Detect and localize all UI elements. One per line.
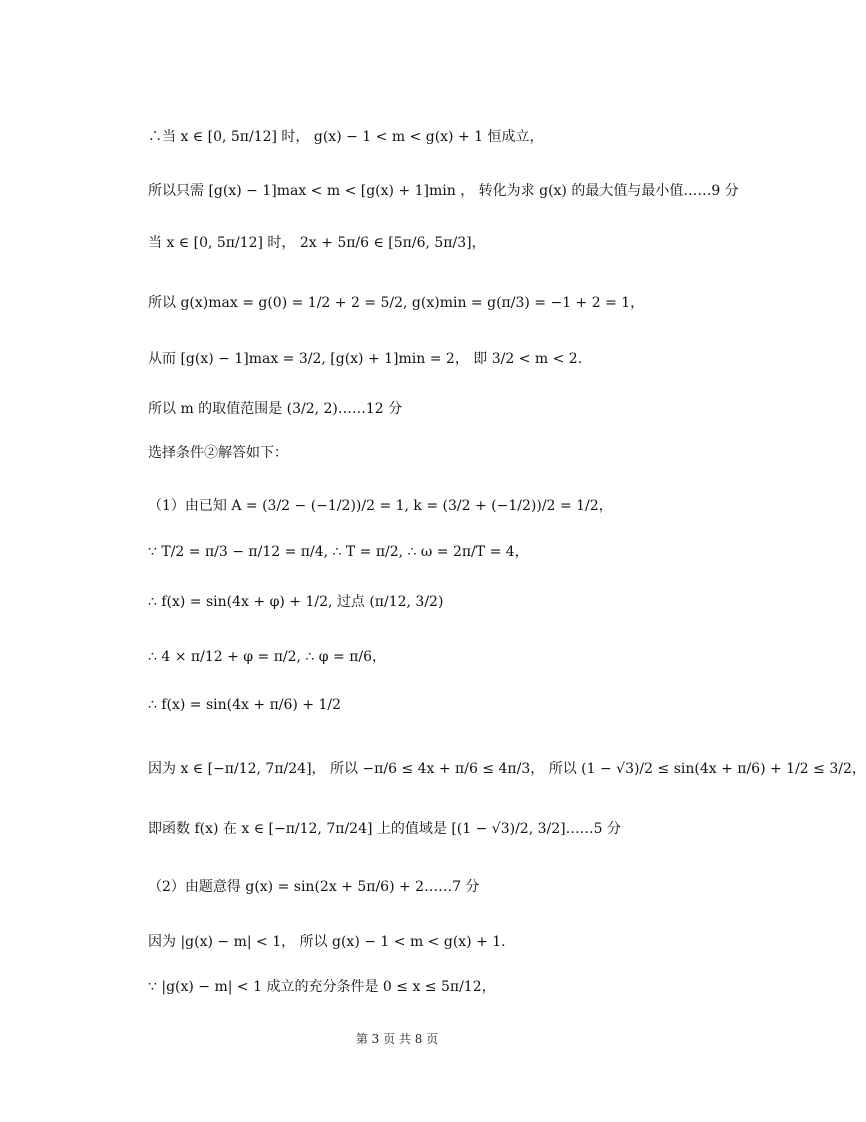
line-10: ∴ f(x) = sin(4x + φ) + 1/2, 过点 (π/12, 3/2) bbox=[148, 594, 444, 610]
line-7: 选择条件②解答如下： bbox=[148, 445, 288, 461]
line-2: 所以只需 [g(x) − 1]max < m < [g(x) + 1]min ， 转化为求 g(x) 的最大值与最小值……9 分 bbox=[148, 183, 739, 199]
line-15: （2）由题意得 g(x) = sin(2x + 5π/6) + 2……7 分 bbox=[148, 879, 480, 895]
line-9: ∵ T/2 = π/3 − π/12 = π/4, ∴ T = π/2, ∴ ω = 2π/T = 4， bbox=[148, 544, 529, 560]
page-footer: 第 3 页 共 8 页 bbox=[355, 1032, 439, 1046]
line-8: （1）由已知 A = (3/2 − (−1/2))/2 = 1, k = (3/2 + (−1/2))/2 = 1/2， bbox=[148, 498, 613, 514]
line-17: ∵ |g(x) − m| < 1 成立的充分条件是 0 ≤ x ≤ 5π/12， bbox=[148, 979, 496, 995]
line-12: ∴ f(x) = sin(4x + π/6) + 1/2 bbox=[148, 697, 342, 713]
line-4: 所以 g(x)max = g(0) = 1/2 + 2 = 5/2, g(x)min = g(π/3) = −1 + 2 = 1， bbox=[148, 295, 645, 311]
line-13: 因为 x ∈ [−π/12, 7π/24]， 所以 −π/6 ≤ 4x + π/6 ≤ 4π/3， 所以 (1 − √3)/2 ≤ sin(4x + π/6) + 1/2 ≤ 3/2， bbox=[148, 761, 866, 777]
line-3: 当 x ∈ [0, 5π/12] 时， 2x + 5π/6 ∈ [5π/6, 5π/3]， bbox=[148, 235, 486, 251]
line-11: ∴ 4 × π/12 + φ = π/2, ∴ φ = π/6， bbox=[148, 649, 387, 665]
line-14: 即函数 f(x) 在 x ∈ [−π/12, 7π/24] 上的值域是 [(1 − √3)/2, 3/2]……5 分 bbox=[148, 821, 621, 837]
line-5: 从而 [g(x) − 1]max = 3/2, [g(x) + 1]min = 2， 即 3/2 < m < 2. bbox=[148, 351, 583, 367]
line-6: 所以 m 的取值范围是 (3/2, 2)……12 分 bbox=[148, 401, 403, 417]
line-16: 因为 |g(x) − m| < 1， 所以 g(x) − 1 < m < g(x) + 1. bbox=[148, 934, 506, 950]
line-1: ∴当 x ∈ [0, 5π/12] 时， g(x) − 1 < m < g(x) + 1 恒成立， bbox=[148, 129, 544, 145]
